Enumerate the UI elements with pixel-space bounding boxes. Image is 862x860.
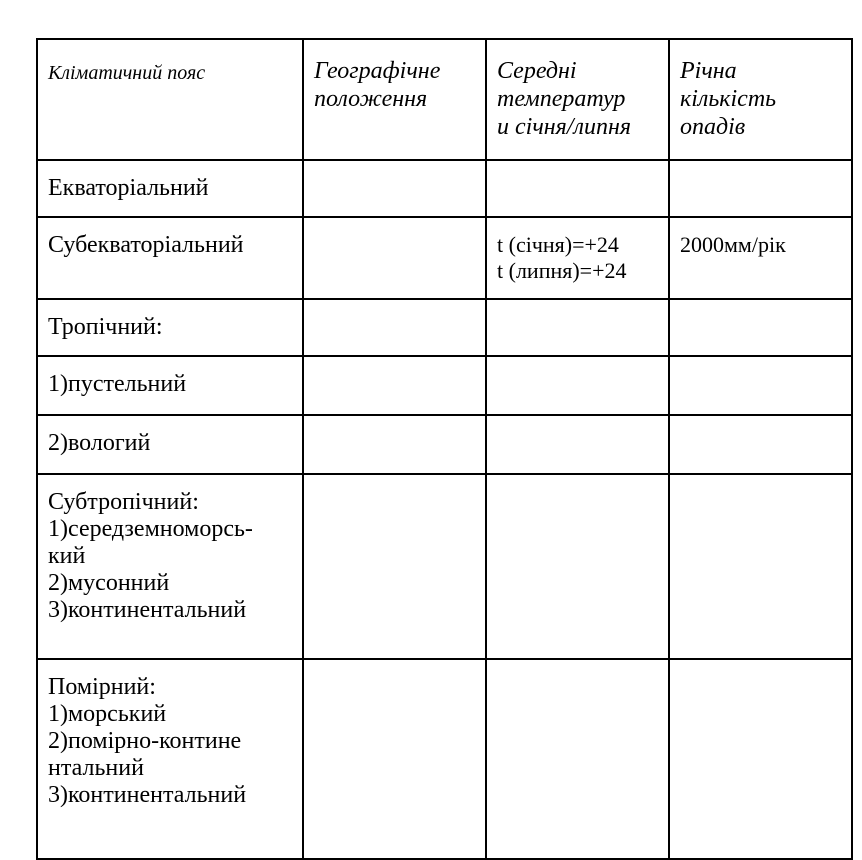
position-cell <box>303 356 486 415</box>
table-row <box>37 356 852 415</box>
zone-text: Помірний: <box>48 674 156 700</box>
zone-text: 3)континентальний <box>48 597 247 623</box>
position-cell <box>303 659 486 859</box>
position-cell <box>303 217 486 299</box>
temperature-cell <box>486 474 669 659</box>
header-text: кількість <box>680 86 777 112</box>
position-cell <box>303 299 486 356</box>
table-row <box>37 160 852 217</box>
zone-text: нтальний <box>48 755 144 781</box>
zone-text: 1)середземноморсь- <box>48 516 253 542</box>
header-text: температур <box>497 86 626 112</box>
header-annual-precipitation <box>669 39 852 160</box>
zone-text: кий <box>48 543 86 569</box>
temperature-january: t (січня)=+24 <box>497 232 619 257</box>
header-geographic-position <box>303 39 486 160</box>
precipitation-cell <box>669 160 852 217</box>
temperature-cell <box>486 659 669 859</box>
zone-text: 2)вологий <box>48 430 151 456</box>
header-text: Кліматичний пояс <box>48 62 206 84</box>
header-text: Середні <box>497 58 577 84</box>
precipitation-cell <box>669 659 852 859</box>
zone-text: 1)пустельний <box>48 371 187 397</box>
table-row <box>37 217 852 299</box>
header-text: опадів <box>680 114 746 140</box>
temperature-cell <box>486 217 669 299</box>
zone-text: Тропічний: <box>48 314 163 340</box>
zone-cell <box>37 659 303 859</box>
zone-cell <box>37 299 303 356</box>
table-row <box>37 659 852 859</box>
table-header-row <box>37 39 852 160</box>
zone-text: Екваторіальний <box>48 175 209 201</box>
position-cell <box>303 415 486 474</box>
temperature-july: t (липня)=+24 <box>497 258 627 283</box>
precipitation-cell <box>669 299 852 356</box>
header-text: Географічне <box>314 58 441 84</box>
zone-cell <box>37 356 303 415</box>
zone-text: 2)помірно-контине <box>48 728 242 754</box>
zone-cell <box>37 474 303 659</box>
zone-cell <box>37 160 303 217</box>
precipitation-value: 2000мм/рік <box>680 232 786 257</box>
temperature-cell <box>486 160 669 217</box>
position-cell <box>303 474 486 659</box>
climate-zones-table <box>36 38 853 860</box>
zone-text: 2)мусонний <box>48 570 170 596</box>
table-row <box>37 415 852 474</box>
header-text: положення <box>314 86 428 112</box>
zone-text: Субтропічний: <box>48 489 199 515</box>
table-row <box>37 299 852 356</box>
header-climate-zone <box>37 39 303 160</box>
zone-text: 3)континентальний <box>48 782 247 808</box>
temperature-cell <box>486 415 669 474</box>
temperature-cell <box>486 356 669 415</box>
zone-text: Субекваторіальний <box>48 232 244 258</box>
precipitation-cell <box>669 415 852 474</box>
precipitation-cell <box>669 217 852 299</box>
temperature-cell <box>486 299 669 356</box>
precipitation-cell <box>669 474 852 659</box>
header-avg-temperatures <box>486 39 669 160</box>
zone-text: 1)морський <box>48 701 167 727</box>
position-cell <box>303 160 486 217</box>
zone-cell <box>37 415 303 474</box>
header-text: и січня/липня <box>497 114 632 140</box>
table-row <box>37 474 852 659</box>
zone-cell <box>37 217 303 299</box>
precipitation-cell <box>669 356 852 415</box>
header-text: Річна <box>680 58 737 84</box>
